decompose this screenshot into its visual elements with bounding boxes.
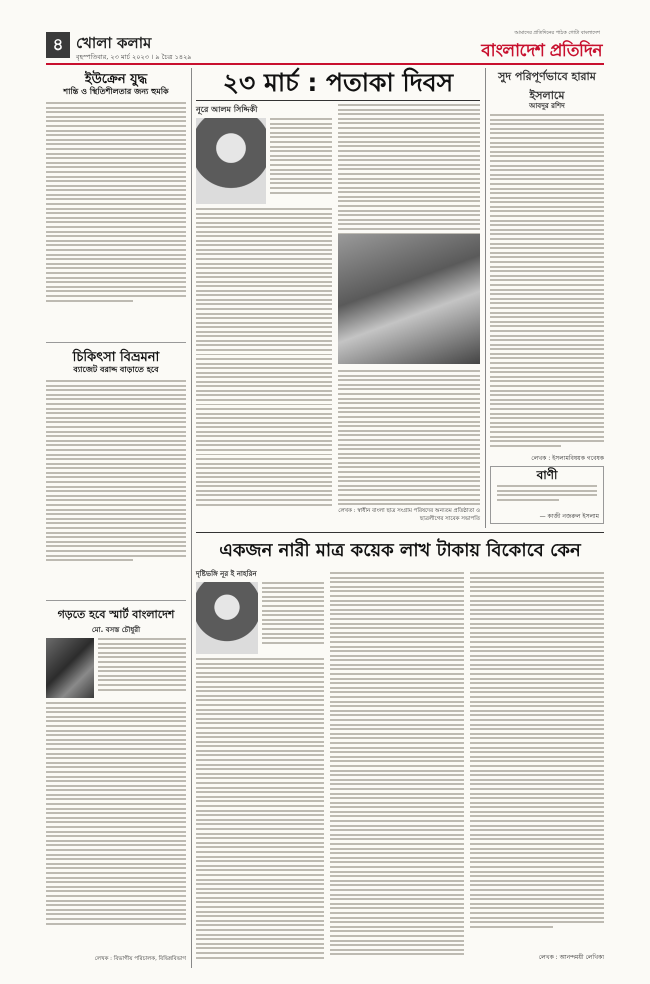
article2-title: চিকিৎসা বিভ্রমনা <box>72 350 160 365</box>
article2-body <box>46 380 186 596</box>
article2-divider <box>46 600 186 601</box>
bottom-article-credit: লেখক : আনন্দময়ী লেখিকা <box>538 954 604 961</box>
main-body-col1-top <box>270 118 332 204</box>
article1-title: ইউক্রেন যুদ্ধ <box>84 72 148 87</box>
bottom-body-col1-top <box>262 582 324 654</box>
bottom-body-col3 <box>470 572 604 950</box>
page-number: ৪ <box>46 32 70 58</box>
article1-body <box>46 102 186 338</box>
date-line: বৃহস্পতিবার, ২৩ মার্চ ২০২৩ । ৯ চৈত্র ১৪২৯ <box>76 53 192 61</box>
right-article-body <box>490 114 604 452</box>
right-article-credit: লেখক : ইসলামবিষয়ক গবেষক <box>531 455 604 462</box>
main-title-rule <box>196 100 480 101</box>
main-article-byline: নূরে আলম সিদ্দিকী <box>196 105 258 114</box>
bottom-author-photo <box>196 582 258 654</box>
bottom-article-byline: দৃষ্টিভঙ্গি নূর ই নাহরিন <box>196 570 257 578</box>
right-article-byline: আবদুর রশিদ <box>529 102 565 110</box>
masthead: বাংলাদেশ প্রতিদিন <box>481 41 602 61</box>
column-divider-right <box>485 68 486 528</box>
quote-author: — কাজী নজরুল ইসলাম <box>539 513 599 520</box>
article3-byline: মো. বসস্ত চৌধুরী <box>91 626 141 634</box>
article3-body <box>46 702 186 960</box>
bottom-body-col2 <box>330 572 464 964</box>
quote-box <box>490 466 604 524</box>
quote-body <box>491 483 603 511</box>
header-rule <box>46 63 604 65</box>
main-body-col1 <box>196 208 332 508</box>
article1-subtitle: শান্তি ও স্থিতিশীলতার জন্য হুমকি <box>63 87 169 96</box>
bottom-body-col1 <box>196 658 324 964</box>
article2-subtitle: ব্যাজেট বরাদ্দ বাড়াতে হবে <box>73 365 159 374</box>
article1-divider <box>46 342 186 343</box>
main-author-photo <box>196 118 266 204</box>
quote-title: বাণী <box>536 468 558 482</box>
author-photo-left <box>46 638 94 698</box>
column-divider-left <box>191 68 192 968</box>
right-article-title: সুদ পরিপূর্ণভাবে হারাম ইসলামে <box>498 70 596 102</box>
main-body-col2-bottom <box>338 370 480 508</box>
article3-body-narrow <box>98 638 186 698</box>
article3-title: গড়তে হবে স্মার্ট বাংলাদেশ <box>57 608 175 621</box>
main-article-credit: লেখক : স্বাধীন বাংলা ছাত্র সংগ্রাম পরিষদের অন্যতম প্রতিষ্ঠাতা ও ছাত্রলীগের সাবেক সভাপতি <box>338 508 480 522</box>
article3-credit: লেখক : বিভাগীয় পরিচালক, বিভিন্নবিভাগ <box>94 956 186 962</box>
main-article-title: ২৩ মার্চ : পতাকা দিবস <box>222 68 454 97</box>
section-name: খোলা কলাম <box>76 34 152 52</box>
bottom-article-top-rule <box>196 532 604 533</box>
bottom-article-title: একজন নারী মাত্র কয়েক লাখ টাকায় বিকোবে কেন <box>219 540 581 561</box>
main-article-photo <box>338 234 480 364</box>
tagline: আমাদের প্রতিদিনের পাঠক গোটা বাংলাদেশ <box>514 30 600 36</box>
